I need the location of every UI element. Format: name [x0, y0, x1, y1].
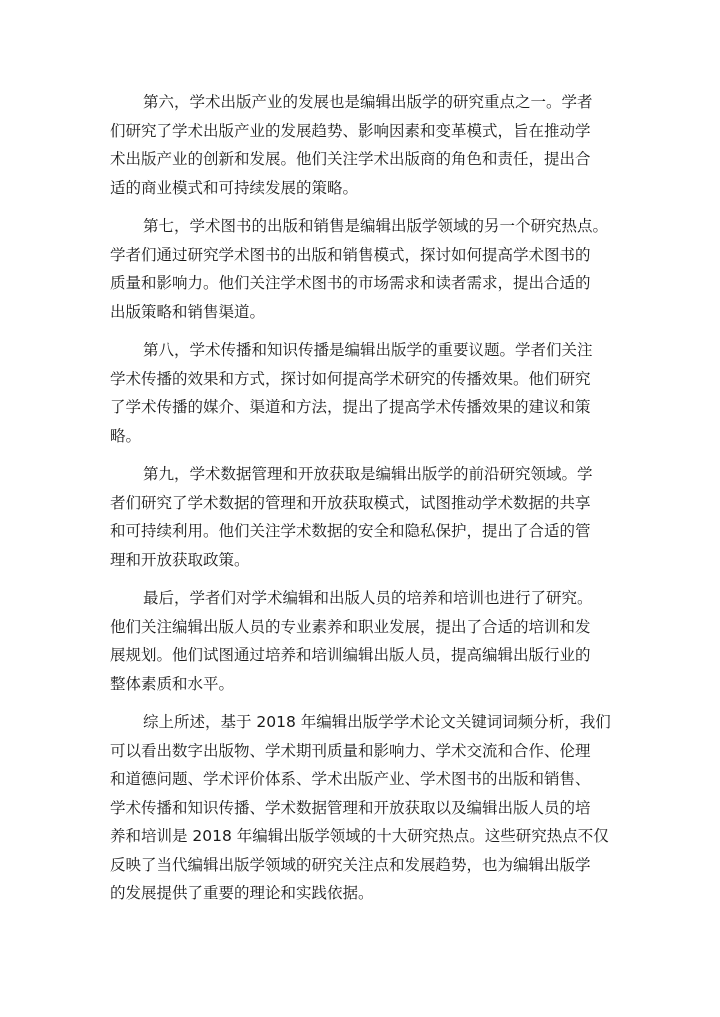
document-body	[110, 88, 610, 918]
text-line: 养和培训是 2018 年编辑出版学领域的十大研究热点。这些研究热点不仅	[110, 827, 609, 845]
text-line: 学者们通过研究学术图书的出版和销售模式，探讨如何提高学术图书的	[110, 245, 591, 264]
text-line: 第九，学术数据管理和开放获取是编辑出版学的前沿研究领域。学	[143, 465, 593, 483]
text-line: 他们关注编辑出版人员的专业素养和职业发展，提出了合适的培训和发	[110, 617, 591, 636]
text-line: 质量和影响力。他们关注学术图书的市场需求和读者需求，提出合适的	[110, 274, 591, 292]
text-line: 学术传播的效果和方式，探讨如何提高学术研究的传播效果。他们研究	[110, 369, 591, 388]
text-line: 综上所述，基于 2018 年编辑出版学学术论文关键词词频分析，我们	[143, 713, 611, 731]
paragraph-ninth	[110, 460, 610, 574]
text-line: 适的商业模式和可持续发展的策略。	[110, 178, 359, 197]
paragraph-seventh	[110, 212, 610, 326]
text-line: 们研究了学术出版产业的发展趋势、影响因素和变革模式，旨在推动学	[110, 121, 591, 140]
text-line: 略。	[110, 426, 142, 445]
text-line: 出版策略和销售渠道。	[110, 302, 266, 321]
text-line: 最后，学者们对学术编辑和出版人员的培养和培训也进行了研究。	[143, 589, 593, 607]
text-line: 了学术传播的媒介、渠道和方法，提出了提高学术传播效果的建议和策	[110, 398, 591, 416]
paragraph-finally	[110, 584, 610, 698]
text-line: 者们研究了学术数据的管理和开放获取模式，试图推动学术数据的共享	[110, 493, 591, 512]
text-line: 反映了当代编辑出版学领域的研究关注点和发展趋势，也为编辑出版学	[110, 855, 591, 874]
text-line: 可以看出数字出版物、学术期刊质量和影响力、学术交流和合作、伦理	[110, 741, 591, 760]
paragraph-eighth	[110, 336, 610, 450]
text-line: 展规划。他们试图通过培养和培训编辑出版人员，提高编辑出版行业的	[110, 646, 591, 664]
text-line: 第八，学术传播和知识传播是编辑出版学的重要议题。学者们关注	[143, 341, 593, 359]
text-line: 的发展提供了重要的理论和实践依据。	[110, 884, 374, 902]
paragraph-sixth	[110, 88, 610, 202]
text-line: 整体素质和水平。	[110, 674, 235, 693]
text-line: 和道德问题、学术评价体系、学术出版产业、学术图书的出版和销售、	[110, 770, 591, 788]
text-line: 和可持续利用。他们关注学术数据的安全和隐私保护，提出了合适的管	[110, 522, 591, 540]
text-line: 理和开放获取政策。	[110, 550, 250, 569]
text-line: 第七，学术图书的出版和销售是编辑出版学领域的另一个研究热点。	[143, 217, 609, 235]
paragraph-summary	[110, 708, 610, 908]
text-line: 第六，学术出版产业的发展也是编辑出版学的研究重点之一。学者	[143, 93, 593, 111]
text-line: 术出版产业的创新和发展。他们关注学术出版商的角色和责任，提出合	[110, 150, 591, 168]
text-line: 学术传播和知识传播、学术数据管理和开放获取以及编辑出版人员的培	[110, 798, 591, 817]
